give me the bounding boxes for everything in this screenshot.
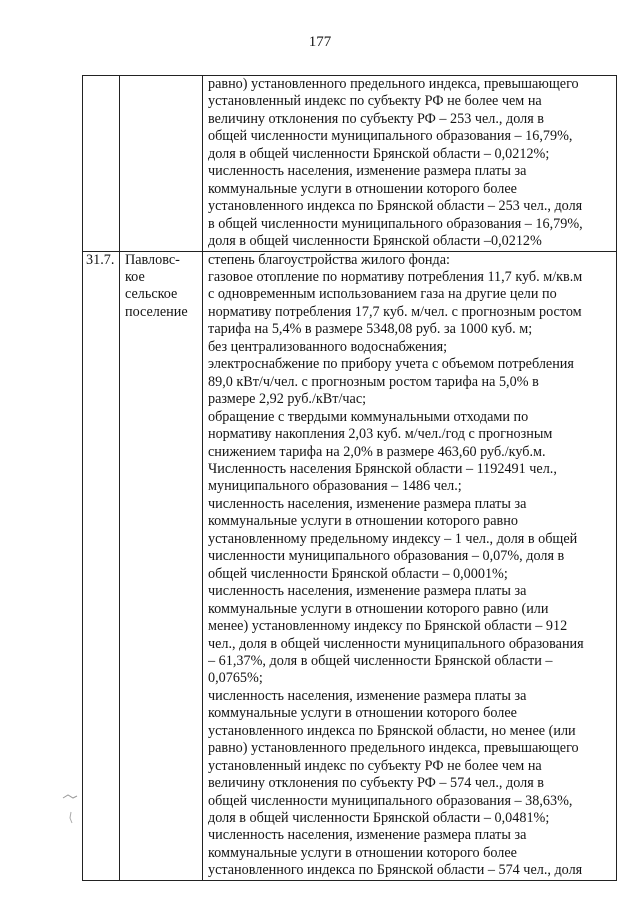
table-row-31-7 [83, 251, 617, 880]
text-line: установленный индекс по субъекту РФ не более чем на [208, 757, 542, 774]
table-row-continuation [83, 76, 617, 252]
text-line: численность населения, изменение размера платы за [208, 495, 527, 512]
text-line: коммунальные услуги в отношении которого более [208, 844, 517, 861]
settlement-name-cell [120, 76, 203, 252]
text-line: общей численности муниципального образования – 16,79%, [208, 128, 573, 145]
settlement-name-line: поселение [125, 303, 188, 320]
text-line: 0,0765%; [208, 670, 263, 687]
text-line: нормативу накопления 2,03 куб. м/чел./год с прогнозным [208, 426, 553, 443]
description-cell [203, 251, 617, 880]
settlement-name-line: кое [125, 268, 145, 285]
text-line: численность населения, изменение размера платы за [208, 163, 527, 180]
text-line: установленного индекса по Брянской области – 253 чел., доля [208, 198, 583, 215]
text-line: доля в общей численности Брянской области – 0,0212%; [208, 145, 550, 162]
row-number: 31.7. [86, 251, 115, 268]
text-line: численности муниципального образования – 0,07%, доля в [208, 548, 565, 565]
text-line: коммунальные услуги в отношении которого равно [208, 513, 518, 530]
text-line: установленного индекса по Брянской области – 574 чел., доля [208, 862, 583, 879]
text-line: – 61,37%, доля в общей численности Брянской области – [208, 652, 553, 669]
text-line: с одновременным использованием газа на другие цели по [208, 286, 557, 303]
row-number-cell [83, 251, 120, 880]
text-line: муниципального образования – 1486 чел.; [208, 478, 462, 495]
settlement-name-line: сельское [125, 286, 178, 303]
text-line: без централизованного водоснабжения; [208, 338, 448, 355]
document-table [82, 75, 617, 881]
text-line: в общей численности муниципального образования – 16,79%, [208, 215, 583, 232]
text-line: доля в общей численности Брянской области – 0,0481%; [208, 810, 550, 827]
text-line: нормативу потребления 17,7 куб. м/чел. с прогнозным ростом [208, 303, 582, 320]
text-line: численность населения, изменение размера платы за [208, 687, 527, 704]
scan-margin-mark [60, 792, 82, 832]
row-number-cell [83, 76, 120, 252]
text-line: электроснабжение по прибору учета с объемом потребления [208, 356, 574, 373]
text-line: численность населения, изменение размера платы за [208, 827, 527, 844]
text-line: тарифа на 5,4% в размере 5348,08 руб. за 1000 куб. м; [208, 321, 533, 338]
text-line: величину отклонения по субъекту РФ – 253 чел., доля в [208, 110, 544, 127]
text-line: общей численности муниципального образования – 38,63%, [208, 792, 573, 809]
text-line: степень благоустройства жилого фонда: [208, 251, 450, 268]
text-line: газовое отопление по нормативу потребления 11,7 куб. м/кв.м [208, 268, 583, 285]
text-line: равно) установленного предельного индекса, превышающего [208, 76, 579, 92]
text-line: менее) установленному индексу по Брянской области – 912 [208, 618, 568, 635]
text-line: установленный индекс по субъекту РФ не более чем на [208, 93, 542, 110]
text-line: равно) установленного предельного индекса, превышающего [208, 740, 579, 757]
text-line: коммунальные услуги в отношении которого более [208, 180, 517, 197]
page-number: 177 [308, 34, 332, 50]
text-line: коммунальные услуги в отношении которого равно (или [208, 600, 549, 617]
text-line: снижением тарифа на 2,0% в размере 463,60 руб./куб.м. [208, 443, 546, 460]
text-line: 89,0 кВт/ч/чел. с прогнозным ростом тарифа на 5,0% в [208, 373, 539, 390]
text-line: доля в общей численности Брянской области –0,0212% [208, 233, 542, 250]
text-line: величину отклонения по субъекту РФ – 574 чел., доля в [208, 775, 544, 792]
settlement-name-cell [120, 251, 203, 880]
description-cell [203, 76, 617, 252]
text-line: установленного индекса по Брянской области, но менее (или [208, 722, 576, 739]
text-line: обращение с твердыми коммунальными отходами по [208, 408, 529, 425]
text-line: установленному предельному индексу – 1 чел., доля в общей [208, 530, 578, 547]
text-line: чел., доля в общей численности муниципального образования [208, 635, 584, 652]
text-line: численность населения, изменение размера платы за [208, 583, 527, 600]
text-line: размере 2,92 руб./кВт/час; [208, 391, 367, 408]
text-line: коммунальные услуги в отношении которого более [208, 705, 517, 722]
text-line: Численность населения Брянской области – 1192491 чел., [208, 460, 557, 477]
settlement-name-line: Павловс- [125, 251, 180, 268]
text-line: общей численности Брянской области – 0,0001%; [208, 565, 508, 582]
